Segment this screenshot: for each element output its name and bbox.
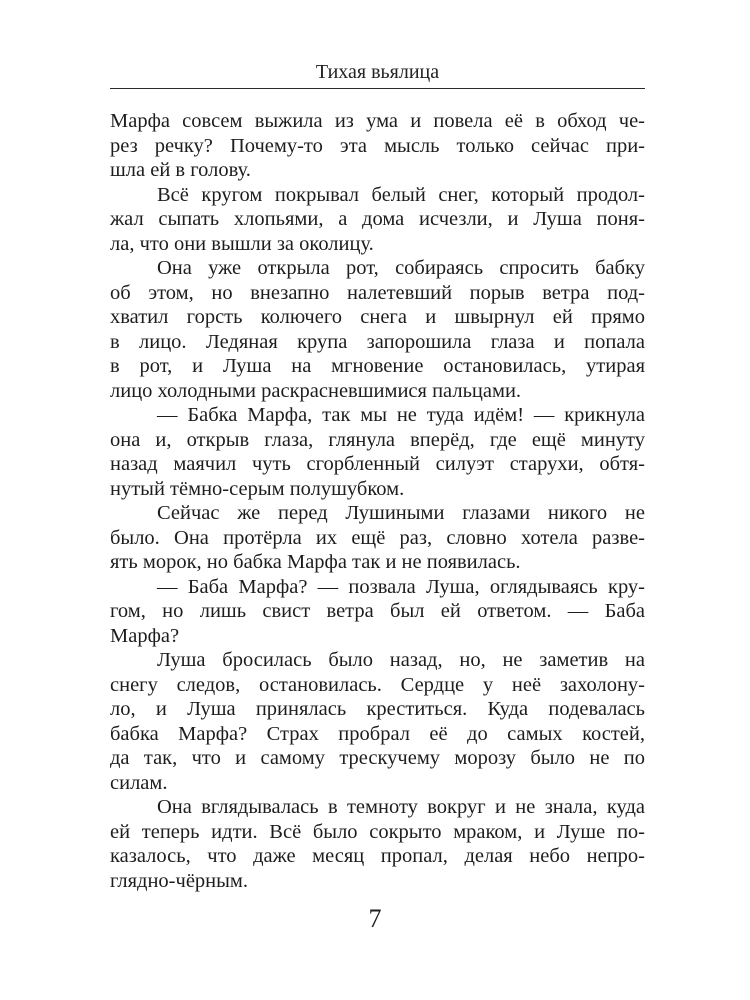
paragraph [110, 795, 645, 893]
paragraph [110, 501, 645, 575]
text-line: ла, что они вышли за околицу. [110, 232, 374, 255]
text-line: Луша бросилась было назад, но, не заметив на [157, 649, 645, 671]
text-line: гом, но лишь свист ветра был ей ответом. — Баба [110, 600, 645, 622]
text-line: ло, и Луша принялась креститься. Куда подевалась [110, 698, 645, 720]
text-line: жал сыпать хлопьями, а дома исчезли, и Луша поня- [110, 208, 645, 230]
text-line: ей теперь идти. Всё было сокрыто мраком, и Луше по- [110, 820, 645, 843]
text-line: силам. [110, 771, 168, 794]
text-line: об этом, но внезапно налетевший порыв ветра под- [110, 281, 645, 304]
header-rule [110, 88, 645, 89]
text-line: хватил горсть колючего снега и швырнул ей прямо [110, 306, 645, 328]
paragraph [110, 183, 645, 257]
paragraph [110, 575, 645, 649]
text-line: было. Она протёрла их ещё раз, словно хотела разве- [110, 526, 645, 549]
text-line: Сейчас же перед Лушиными глазами никого не [157, 502, 645, 524]
text-line: — Бабка Марфа, так мы не туда идём! — крикнула [157, 404, 645, 426]
text-line: лицо холодными раскрасневшимися пальцами. [110, 379, 522, 402]
text-line: да так, что и самому трескучему морозу было не по [110, 747, 645, 769]
text-line: она и, открыв глаза, глянула вперёд, где ещё минуту [110, 428, 645, 451]
paragraph [110, 648, 645, 795]
paragraph [110, 403, 645, 501]
text-line: снегу следов, остановилась. Сердце у неё захолону- [110, 673, 645, 696]
text-line: Всё кругом покрывал белый снег, который продол- [157, 183, 645, 206]
paragraph [110, 109, 645, 183]
page-number: 7 [368, 904, 382, 933]
text-line: — Баба Марфа? — позвала Луша, оглядываясь кру- [157, 575, 645, 598]
paragraph [110, 256, 645, 403]
text-line: ять морок, но бабка Марфа так и не появилась. [110, 551, 521, 573]
text-line: нутый тёмно-серым полушубком. [110, 477, 405, 500]
running-head: Тихая вьялица [315, 61, 440, 83]
text-line: Она уже открыла рот, собираясь спросить бабку [157, 257, 645, 279]
text-line: казалось, что даже месяц пропал, делая небо непро- [110, 845, 645, 867]
text-line: Марфа? [110, 624, 180, 647]
text-line: рез речку? Почему-то эта мысль только сейчас при- [110, 134, 645, 157]
body-text [110, 109, 645, 893]
text-line: Она вглядывалась в темноту вокруг и не знала, куда [157, 796, 645, 818]
text-line: шла ей в голову. [110, 159, 251, 181]
text-line: бабка Марфа? Страх пробрал её до самых костей, [110, 722, 645, 745]
text-line: в лицо. Ледяная крупа запорошила глаза и попала [110, 330, 645, 353]
text-line: Марфа совсем выжила из ума и повела её в обход че- [110, 110, 645, 132]
text-line: назад маячил чуть сгорбленный силуэт старухи, обтя- [110, 453, 645, 475]
text-line: в рот, и Луша на мгновение остановилась, утирая [110, 355, 645, 377]
text-line: глядно-чёрным. [110, 869, 249, 892]
